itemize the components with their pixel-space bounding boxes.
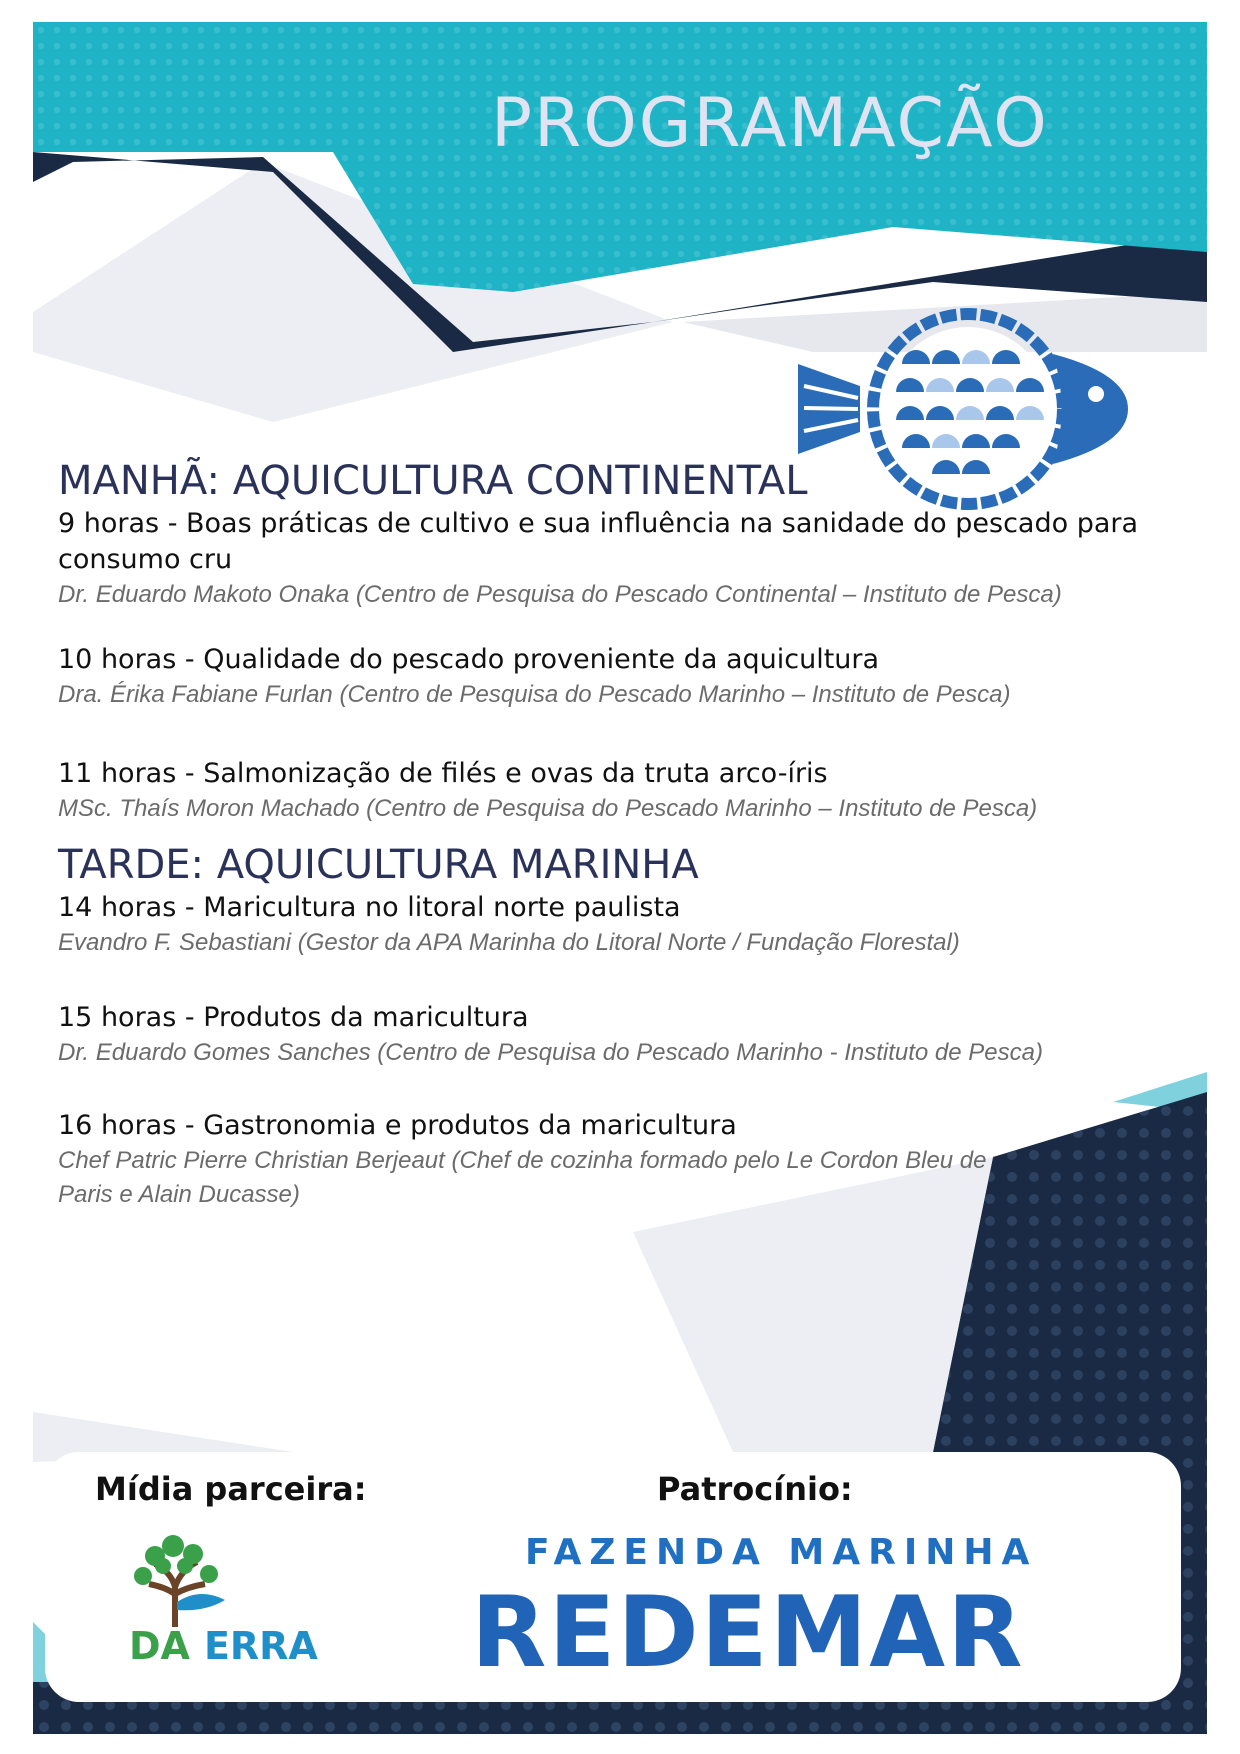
item-title: 10 horas - Qualidade do pescado proveniente da aquicultura bbox=[58, 644, 880, 675]
item-speaker: Dr. Eduardo Gomes Sanches (Centro de Pesquisa do Pescado Marinho - Instituto de Pesca) bbox=[58, 1039, 1043, 1066]
sponsor-label: Patrocínio: bbox=[657, 1470, 853, 1508]
item-title: 14 horas - Maricultura no litoral norte paulista bbox=[58, 892, 681, 923]
sponsor-box bbox=[45, 1452, 1181, 1702]
item-speaker: MSc. Thaís Moron Machado (Centro de Pesquisa do Pescado Marinho – Instituto de Pesca) bbox=[58, 795, 1038, 822]
schedule-item bbox=[58, 756, 1188, 826]
schedule-item bbox=[58, 642, 1188, 712]
schedule-item bbox=[58, 1108, 1018, 1212]
item-speaker: Dr. Eduardo Makoto Onaka (Centro de Pesquisa do Pescado Continental – Instituto de Pesca) bbox=[58, 581, 1062, 608]
morning-section-title: MANHÃ: AQUICULTURA CONTINENTAL bbox=[58, 458, 808, 504]
item-title: 15 horas - Produtos da maricultura bbox=[58, 1002, 529, 1033]
item-title: 11 horas - Salmonização de filés e ovas da truta arco-íris bbox=[58, 758, 828, 789]
item-title: 16 horas - Gastronomia e produtos da maricultura bbox=[58, 1110, 737, 1141]
item-speaker: Chef Patric Pierre Christian Berjeaut (Chef de cozinha formado pelo Le Cordon Bleu de Paris e Alain Ducasse) bbox=[58, 1147, 987, 1208]
schedule-item bbox=[58, 506, 1188, 612]
schedule-item bbox=[58, 890, 1188, 960]
item-title: 9 horas - Boas práticas de cultivo e sua influência na sanidade do pescado para consumo cru bbox=[58, 508, 1139, 575]
program-flyer bbox=[33, 22, 1207, 1734]
item-speaker: Dra. Érika Fabiane Furlan (Centro de Pesquisa do Pescado Marinho – Instituto de Pesca) bbox=[58, 681, 1011, 708]
fish-icon bbox=[798, 294, 1158, 524]
item-speaker: Evandro F. Sebastiani (Gestor da APA Marinha do Litoral Norte / Fundação Florestal) bbox=[58, 929, 960, 956]
partner-logo-prefix: DA bbox=[129, 1624, 190, 1668]
afternoon-section-title: TARDE: AQUICULTURA MARINHA bbox=[58, 842, 699, 888]
sponsor-logo-top: FAZENDA MARINHA bbox=[525, 1532, 1038, 1573]
partner-logo-suffix: ERRA bbox=[203, 1624, 318, 1668]
schedule-item bbox=[58, 1000, 1188, 1070]
tree-fish-logo-icon bbox=[125, 1532, 235, 1632]
sponsor-logo-main: REDEMAR bbox=[471, 1576, 1025, 1690]
partner-label: Mídia parceira: bbox=[95, 1470, 367, 1508]
partner-logo-text bbox=[129, 1624, 318, 1668]
page-title: PROGRAMAÇÃO bbox=[491, 84, 1049, 163]
